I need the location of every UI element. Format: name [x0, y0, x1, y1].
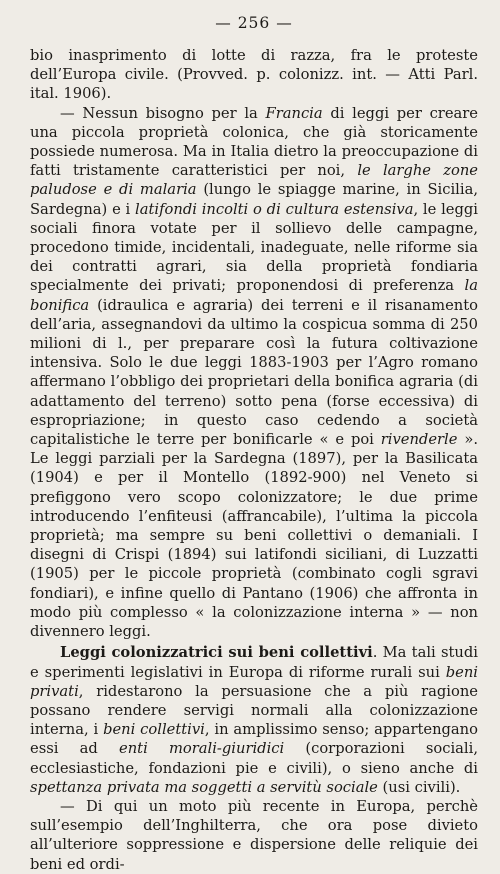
italic-phrase: Francia — [265, 104, 323, 122]
text-run: (lungo le spiagge marine, in Sicilia, Sardegna) e i — [30, 181, 478, 218]
text-run: . Ma tali studi e sperimenti legislativi in Europa di riforme rurali sui — [30, 644, 478, 681]
text-run: — Nessun bisogno per la — [60, 104, 266, 122]
italic-phrase: latifondi incolti o di cultura estensiva — [135, 200, 414, 218]
text-run: bio inasprimento di lotte di razza, fra le proteste dell’Europa civile. (Provved. p. colonizz. int. — Atti Parl. ital. 1906). — [30, 47, 478, 103]
text-run: , ridestarono la persuasione che a più ragione possano rendere servigi normali alla colonizzazione interna, i — [30, 682, 478, 739]
paragraph-p2 — [30, 104, 478, 642]
paragraph-p3 — [30, 643, 478, 797]
section-heading: Leggi colonizzatrici sui beni collettivi — [60, 644, 373, 662]
italic-phrase: spettanza privata ma soggetti a servitù sociale — [30, 778, 378, 796]
text-run: (corporazioni sociali, ecclesiastiche, fondazioni pie e civili), o sieno anche di — [30, 740, 478, 777]
text-run: — Di qui un moto più recente in Europa, perchè sull’esempio dell’Inghilterra, che ora pose divieto all’ulteriore soppressione e dispersione delle reliquie dei beni ed ordi- — [30, 797, 478, 873]
italic-phrase: enti morali-giuridici — [119, 740, 285, 758]
text-run: (usi civili). — [377, 778, 461, 796]
paragraph-p1 — [30, 46, 478, 104]
text-run: , in amplissimo senso; appartengano essi ad — [30, 721, 478, 758]
text-run: ». Le leggi parziali per la Sardegna (1897), per la Basilicata (1904) e per il Montello (1892-900) nel Veneto si prefiggono vero scopo colonizzatore; le due prime introducendo l’enfiteusi (affrancabile), l’ultima la piccola proprietà; ma sempre su beni collettivi o demaniali. I disegni di Crispi (1894) sui latifondi siciliani, di Luzzatti (1905) per le piccole proprietà (combinato cogli sgravi fondiari), e infine quello di Pantano (1906) che affronta in modo più complesso « la colonizzazione interna » — non divennero leggi. — [30, 431, 478, 641]
italic-phrase: rivenderle — [380, 431, 458, 449]
text-run: , le leggi sociali finora votate per il sollievo delle campagne, procedono timide, incidentali, inadeguate, nelle riforme sia dei contratti agrari, sia della proprietà fondiaria specialmente dei privati; proponendosi di preferenza — [30, 200, 478, 295]
paragraph-p4 — [30, 797, 478, 874]
italic-phrase: le larghe zone paludose e di malaria — [30, 162, 478, 199]
italic-phrase: la bonifica — [30, 277, 478, 314]
page-number: — 256 — — [215, 14, 293, 32]
italic-phrase: beni privati — [30, 663, 478, 700]
text-run: (idraulica e agraria) dei terreni e il risanamento dell’aria, assegnandovi da ultimo la cospicua somma di 250 milioni di l., per preparare così la futura coltivazione intensiva. Solo le due leggi 1883-1903 per l’Agro romano affermano l’obbligo dei proprietari della bonifica agraria (di adattamento del terreno) sotto pena (forse eccessiva) di espropriazione; in questo caso cedendo a società capitalistiche le terre per bonificarle « e poi — [30, 296, 478, 449]
body-text — [30, 46, 478, 874]
italic-phrase: beni collettivi — [103, 721, 205, 739]
text-run: di leggi per creare una piccola proprietà colonica, che già storicamente possiede numerosa. Ma in Italia dietro la preoccupazione di fatti tristamente caratteristici per noi, — [30, 104, 478, 180]
